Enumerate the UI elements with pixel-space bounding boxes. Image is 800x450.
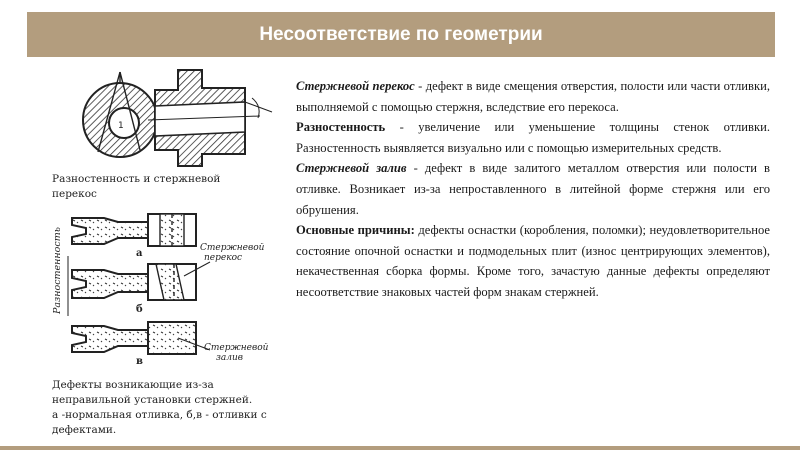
text-core-fill: - дефект в виде залитого металлом отверстия или полости в отливке. Возникает из-за непроставленного в литейной форме стержня или его обрушения. bbox=[296, 161, 770, 217]
paragraph-core-shift bbox=[296, 76, 770, 117]
paragraph-main-causes bbox=[296, 220, 770, 302]
term-core-fill: Стержневой залив bbox=[296, 161, 407, 176]
label-b: б bbox=[136, 304, 143, 315]
figure-wall-thickness-drawing bbox=[40, 62, 290, 170]
figure-core-defects-drawing bbox=[48, 204, 280, 372]
term-core-shift: Стержневой перекос bbox=[296, 79, 415, 93]
figure2-caption-line2: а -нормальная отливка, б,в - отливки с дефектами. bbox=[52, 409, 267, 436]
ring-section-drawing bbox=[83, 72, 157, 157]
casting-v-drawing bbox=[72, 322, 196, 354]
paragraph-wall-thickness bbox=[296, 117, 770, 158]
term-main-causes: Основные причины: bbox=[296, 223, 415, 238]
text-main-causes: дефекты оснастки (коробления, поломки); неудовлетворительное состояние опочной оснастки и подмодельных плит (износ центрирующих элементов), некачественная сборка формы. Кроме того, зачастую данные дефекты определяют несоответствие знаковых частей форм знакам стержней. bbox=[296, 223, 770, 299]
figure2-caption-line1: Дефекты возникающие из-за неправильной установки стержней. bbox=[52, 379, 253, 406]
casting-b-drawing bbox=[72, 264, 196, 300]
text-core-shift: - дефект в виде смещения отверстия, полости или части отливки, выполняемой с помощью стержня, вследствие его перекоса. bbox=[296, 79, 770, 114]
label-a: а bbox=[136, 248, 143, 259]
casting-a-drawing bbox=[72, 214, 196, 246]
flanged-sleeve-drawing bbox=[148, 70, 272, 166]
text-wall-thickness: - увеличение или уменьшение толщины стенок отливки. Разностенность выявляется визуально или с помощью измерительных средств. bbox=[296, 120, 770, 155]
page-title: Несоответствие по геометрии bbox=[259, 23, 543, 45]
figure1-caption bbox=[52, 172, 262, 202]
figure1-caption-text: Разностенность и стержневой перекос bbox=[52, 173, 221, 200]
figure2-caption bbox=[52, 378, 282, 438]
term-wall-thickness: Разностенность bbox=[296, 120, 386, 135]
svg-text:1: 1 bbox=[118, 121, 124, 131]
side-label-text: Разностенность bbox=[52, 227, 63, 314]
title-bar bbox=[27, 12, 775, 57]
definitions-text bbox=[296, 76, 770, 303]
paragraph-core-fill bbox=[296, 158, 770, 220]
bottom-rule bbox=[0, 446, 800, 450]
label-v: в bbox=[136, 356, 143, 367]
callout-core-shift: Стержневой перекос bbox=[200, 243, 265, 263]
callout-core-fill: Стержневой залив bbox=[204, 343, 269, 363]
